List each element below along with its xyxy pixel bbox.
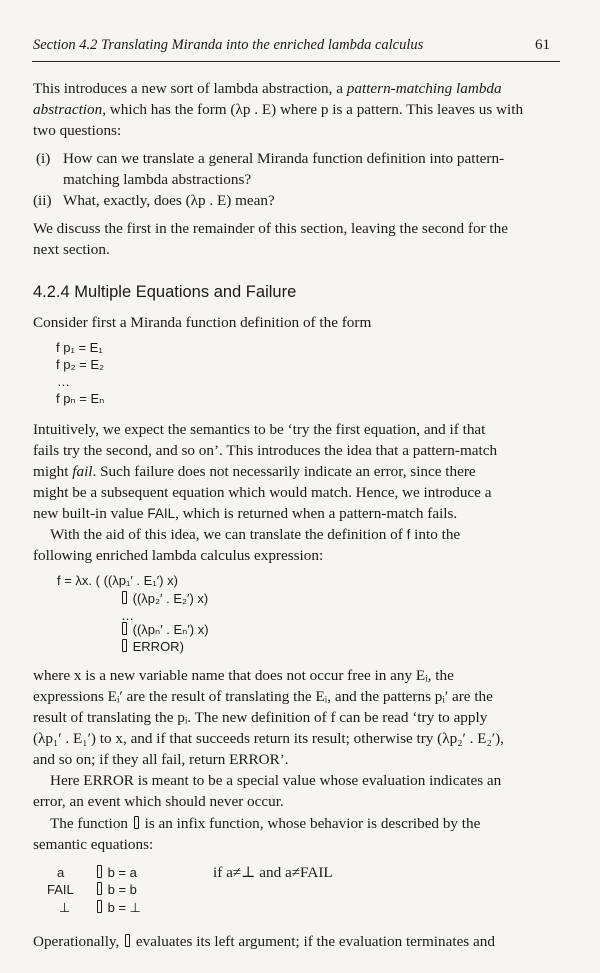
- fatbar-icon: [97, 900, 102, 913]
- where-line-4: (λp₁′ . E₁′) to x, and if that succeeds return its result; otherwise try (λp₂′ . E₂′),: [33, 730, 504, 747]
- intro-line-2: abstraction, which has the form (λp . E) where p is a pattern. This leaves us with: [33, 101, 524, 118]
- where-line-5: and so on; if they all fail, return ERROR’.: [33, 751, 289, 768]
- section-heading: 4.2.4 Multiple Equations and Failure: [33, 283, 297, 301]
- question-label: (i): [36, 150, 51, 167]
- semantic-rhs: b = b: [95, 882, 137, 897]
- with-aid-line-2: following enriched lambda calculus expression:: [33, 547, 324, 564]
- equation-line: f p₁ = E₁: [56, 340, 103, 355]
- question-text: What, exactly, does (λp . E) mean?: [63, 192, 275, 209]
- intuitively-line-4: might be a subsequent equation which would match. Hence, we introduce a: [33, 484, 492, 501]
- semantic-rhs: b = a: [95, 865, 137, 880]
- semantic-left: FAIL: [47, 882, 74, 897]
- where-line-3: result of translating the pᵢ. The new definition of f can be read ‘try to apply: [33, 709, 488, 726]
- where-line-1: where x is a new variable name that does not occur free in any Eᵢ, the: [33, 667, 454, 684]
- translation-ellipsis: …: [121, 608, 134, 623]
- header-rule: [32, 61, 560, 62]
- question-text: How can we translate a general Miranda function definition into pattern-: [63, 150, 505, 167]
- where-line-2: expressions Eᵢ′ are the result of translating the Eᵢ, and the patterns pᵢ′ are the: [33, 688, 493, 705]
- discuss-line-2: next section.: [33, 241, 110, 258]
- fatbar-icon: [125, 934, 130, 947]
- fatbar-icon: [122, 591, 127, 604]
- equation-line: f pₙ = Eₙ: [56, 391, 105, 406]
- fatbar-icon: [97, 865, 102, 878]
- question-text: matching lambda abstractions?: [63, 171, 252, 188]
- discuss-line-1: We discuss the first in the remainder of this section, leaving the second for the: [33, 220, 508, 237]
- equation-line: f p₂ = E₂: [56, 357, 105, 372]
- intro-line-3: two questions:: [33, 122, 122, 139]
- function-line-2: semantic equations:: [33, 836, 154, 853]
- equation-ellipsis: …: [57, 374, 70, 389]
- semantic-left: ⊥: [59, 900, 71, 915]
- semantic-condition: if a≠⊥ and a≠FAIL: [213, 864, 333, 881]
- fatbar-icon: [122, 639, 127, 652]
- here-line-1: Here ERROR is meant to be a special value whose evaluation indicates an: [50, 772, 502, 789]
- operationally-line: Operationally, evaluates its left argument; if the evaluation terminates and: [33, 933, 495, 950]
- translation-line: f = λx. ( ((λp₁′ . E₁′) x): [57, 573, 178, 588]
- function-line-1: The function is an infix function, whose behavior is described by the: [50, 815, 481, 832]
- running-header: Section 4.2 Translating Miranda into the enriched lambda calculus: [33, 37, 424, 53]
- consider-line: Consider first a Miranda function definition of the form: [33, 314, 372, 331]
- fatbar-icon: [134, 816, 139, 829]
- with-aid-line-1: With the aid of this idea, we can translate the definition of f into the: [50, 526, 461, 543]
- intuitively-line-2: fails try the second, and so on’. This introduces the idea that a pattern-match: [33, 442, 498, 459]
- here-line-2: error, an event which should never occur.: [33, 793, 284, 810]
- intuitively-line-1: Intuitively, we expect the semantics to be ‘try the first equation, and if that: [33, 421, 486, 438]
- intuitively-line-5: new built-in value FAIL, which is returned when a pattern-match fails.: [33, 505, 458, 522]
- semantic-left: a: [57, 865, 65, 880]
- intuitively-line-3: might fail. Such failure does not necessarily indicate an error, since there: [33, 463, 476, 480]
- fatbar-icon: [97, 882, 102, 895]
- page-number: 61: [535, 37, 550, 53]
- question-label: (ii): [33, 192, 52, 209]
- translation-line: ((λp₂′ . E₂′) x): [120, 591, 208, 606]
- semantic-rhs: b = ⊥: [95, 900, 141, 915]
- translation-line: ERROR): [120, 639, 184, 654]
- intro-line-1: This introduces a new sort of lambda abstraction, a pattern-matching lambda: [33, 80, 502, 97]
- translation-line: ((λpₙ′ . Eₙ′) x): [120, 622, 209, 637]
- fatbar-icon: [122, 622, 127, 635]
